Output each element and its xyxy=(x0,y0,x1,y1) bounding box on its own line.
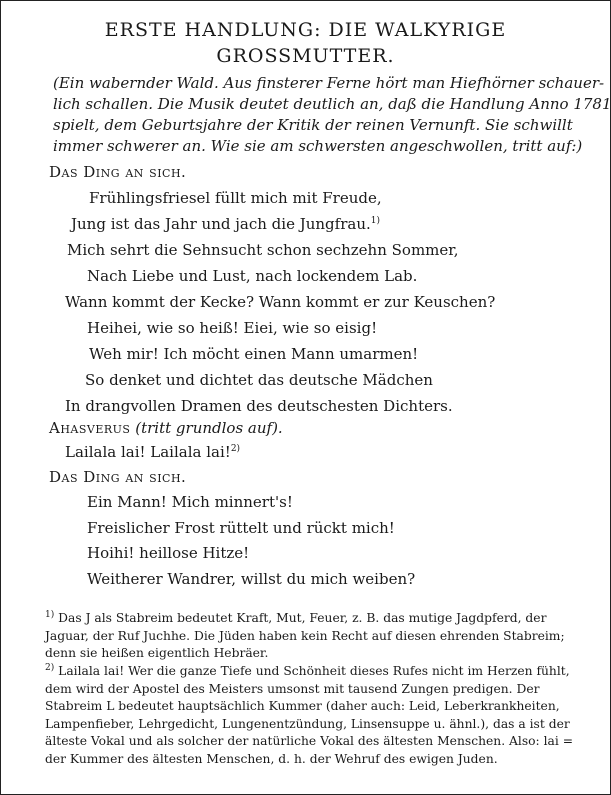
footnote-text: Lailala lai! Wer die ganze Tiefe und Schönheit dieses Rufes nicht im Herzen fühlt, xyxy=(58,664,570,679)
act-title-line-1: ERSTE HANDLUNG: DIE WALKYRIGE xyxy=(104,19,507,41)
verse-line: Nach Liebe und Lust, nach lockendem Lab. xyxy=(87,267,418,285)
verse-line: Freislicher Frost rüttelt und rückt mich! xyxy=(87,519,395,537)
footnote-text: dem wird der Apostel des Meisters umsonst mit tausend Zungen predigen. Der xyxy=(45,681,540,696)
footnote-text: Lampenfieber, Lehrgedicht, Lungenentzündung, Linsensuppe u. ähnl.), das a ist der xyxy=(45,716,570,731)
footnote-1 xyxy=(45,607,597,663)
footnote-text: Jaguar, der Ruf Juchhe. Die Jüden haben kein Recht auf diesen ehrenden Stabreim; xyxy=(45,628,565,643)
verse-line: Jung ist das Jahr und jach die Jungfrau.$^{1)}$ xyxy=(71,215,381,233)
verse-line: Wann kommt der Kecke? Wann kommt er zur Keuschen? xyxy=(65,293,496,311)
verse-line: Lailala lai! Lailala lai!$^{2)}$ xyxy=(65,443,241,461)
stage-direction-line: immer schwerer an. Wie sie am schwersten angeschwollen, tritt auf:) xyxy=(53,137,583,155)
footnote-marker: 2) xyxy=(45,663,55,673)
speaker-das-ding-an-sich: Das Ding an sich. xyxy=(49,468,187,486)
verse-line: Weh mir! Ich möcht einen Mann umarmen! xyxy=(89,345,419,363)
footnote-text: Stabreim L bedeutet hauptsächlich Kummer (daher auch: Leid, Leberkrankheiten, xyxy=(45,699,560,714)
footnote-marker: 2) xyxy=(230,444,241,454)
footnote-text: denn sie heißen eigentlich Hebräer. xyxy=(45,646,269,661)
footnote-text: der Kummer des ältesten Menschen, d. h. der Wehruf des ewigen Juden. xyxy=(45,751,498,766)
speaker-ahasverus: Ahasverus xyxy=(49,419,131,437)
verse-line: Heihei, wie so heiß! Eiei, wie so eisig! xyxy=(87,319,378,337)
verse-line: Hoihi! heillose Hitze! xyxy=(87,544,250,562)
verse-line: Ein Mann! Mich minnert's! xyxy=(87,493,293,511)
verse-line: Weitherer Wandrer, willst du mich weiben? xyxy=(87,570,416,588)
verse-line: Frühlingsfriesel füllt mich mit Freude, xyxy=(89,189,382,207)
stage-direction-line: lich schallen. Die Musik deutet deutlich an, daß die Handlung Anno 1781 xyxy=(53,95,611,113)
act-title-line-2: GROSSMUTTER. xyxy=(216,45,395,67)
speaker-direction: (tritt grundlos auf). xyxy=(135,419,283,437)
speaker-das-ding-an-sich: Das Ding an sich. xyxy=(49,163,187,181)
stage-direction-line: spielt, dem Geburtsjahre der Kritik der reinen Vernunft. Sie schwillt xyxy=(53,116,573,134)
footnote-marker: 1) xyxy=(45,610,55,620)
stage-direction xyxy=(53,73,611,157)
verse-line: So denket und dichtet das deutsche Mädchen xyxy=(85,371,433,389)
footnote-text: älteste Vokal und als solcher der natürliche Vokal des ältesten Menschen. Also: lai = xyxy=(45,734,574,749)
footnote-text: Das J als Stabreim bedeutet Kraft, Mut, Feuer, z. B. das mutige Jagdpferd, der xyxy=(58,611,547,626)
stage-direction-line: (Ein wabernder Wald. Aus finsterer Ferne hört man Hiefhörner schauer- xyxy=(53,74,605,92)
footnote-marker: 1) xyxy=(370,216,381,226)
verse-line: Mich sehrt die Sehnsucht schon sechzehn Sommer, xyxy=(67,241,459,259)
verse-line: In drangvollen Dramen des deutschesten Dichters. xyxy=(65,397,453,415)
speaker-ahasverus-line xyxy=(49,419,283,437)
footnote-2 xyxy=(45,660,597,768)
